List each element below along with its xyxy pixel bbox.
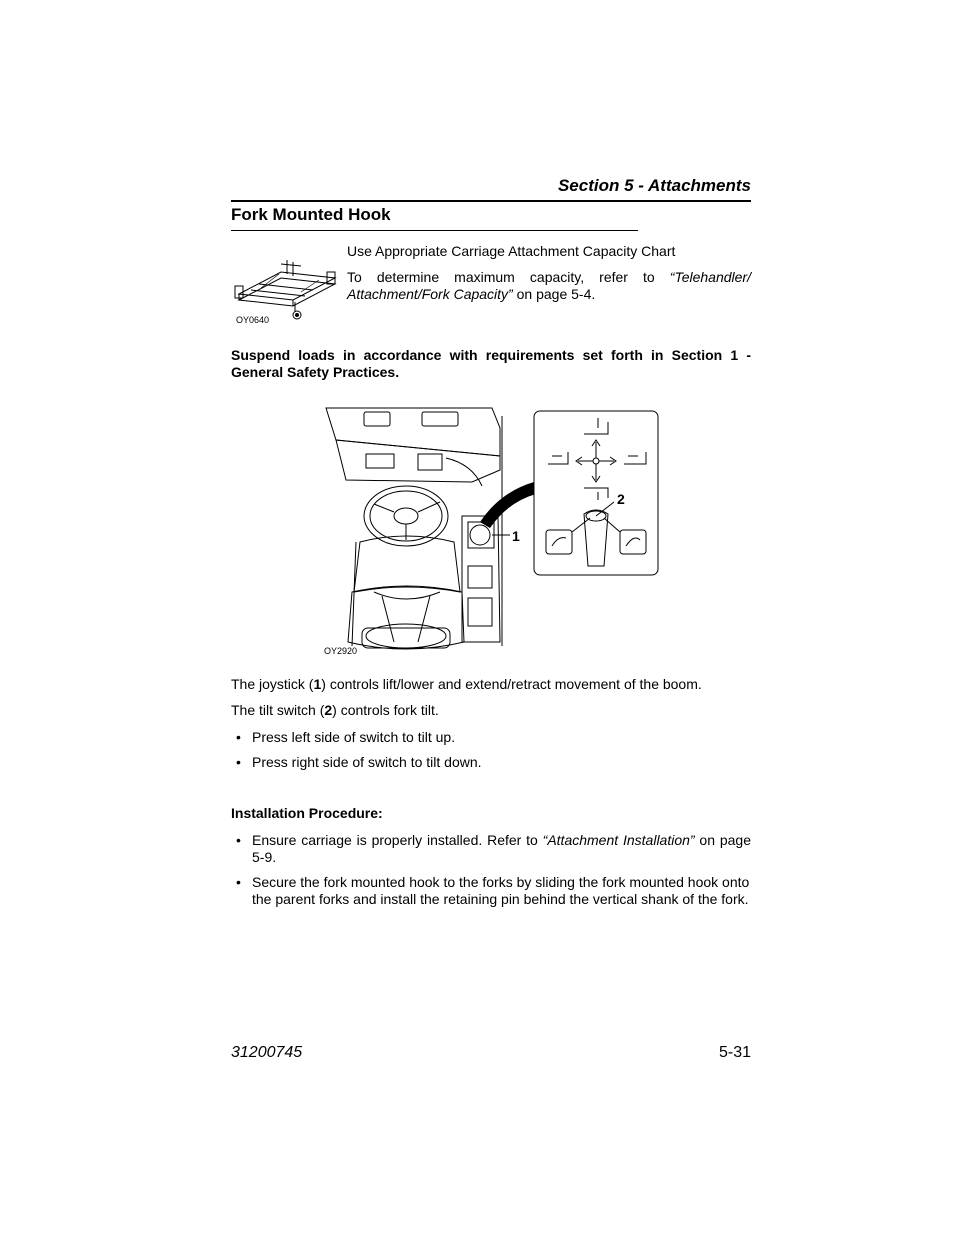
document-number: 31200745 — [231, 1044, 303, 1061]
joystick-text-pre: The joystick ( — [231, 676, 314, 692]
cab-controls-illustration — [322, 406, 662, 660]
capacity-reference — [347, 269, 751, 303]
callout-1: 1 — [512, 528, 520, 544]
bullet-text: Press left side of switch to tilt up. — [252, 729, 456, 745]
tilt-bullet-list — [231, 729, 751, 771]
safety-warning: Suspend loads in accordance with requirements set forth in Section 1 - General Safety Practices. — [231, 347, 751, 380]
installation-steps — [231, 832, 751, 908]
topic-title: Fork Mounted Hook — [231, 205, 391, 224]
tilt-text-post: ) controls fork tilt. — [332, 702, 439, 718]
installation-heading: Installation Procedure: — [231, 805, 383, 821]
page-number: 5-31 — [718, 1044, 751, 1061]
joystick-text-post: ) controls lift/lower and extend/retract movement of the boom. — [321, 676, 702, 692]
step1-text-pre: Ensure carriage is properly installed. Refer to — [252, 832, 543, 848]
bullet-text: Press right side of switch to tilt down. — [252, 754, 482, 770]
capacity-ref-link[interactable]: “Telehandler/ Attachment/Fork Capacity” — [347, 269, 751, 302]
figure-code-oy2920: OY2920 — [324, 646, 358, 656]
capacity-ref-prefix: To determine maximum capacity, refer to — [347, 269, 670, 285]
tilt-ref-number: 2 — [324, 702, 333, 718]
list-item: • Secure the fork mounted hook to the forks by sliding the fork mounted hook onto the parent forks and install the retaining pin behind the vertical shank of the fork. — [236, 874, 750, 907]
joystick-ref-number: 1 — [313, 676, 322, 692]
tilt-text-pre: The tilt switch ( — [231, 702, 325, 718]
step1-ref-link[interactable]: “Attachment Installation” — [542, 832, 695, 848]
callout-2: 2 — [617, 491, 625, 507]
section-title: Section 5 - Attachments — [557, 176, 751, 195]
capacity-chart-heading: Use Appropriate Carriage Attachment Capacity Chart — [347, 243, 676, 259]
capacity-ref-suffix: on page 5-4. — [512, 286, 596, 302]
tilt-switch-description — [231, 702, 439, 719]
fork-hook-illustration — [231, 252, 341, 322]
list-item: • Ensure carriage is properly installed. Refer to “Attachment Installation” on page 5-9. — [236, 832, 751, 865]
step2-text: Secure the fork mounted hook to the forks by sliding the fork mounted hook onto the parent forks and install the retaining pin behind the vertical shank of the fork. — [252, 874, 750, 907]
topic-rule — [231, 230, 638, 231]
section-rule — [231, 200, 751, 202]
joystick-description — [231, 676, 702, 693]
figure-code-oy0640: OY0640 — [236, 315, 270, 325]
step1-text-post: on page 5-9. — [252, 832, 751, 865]
list-item: • Press left side of switch to tilt up. — [236, 729, 456, 745]
list-item: • Press right side of switch to tilt down. — [236, 754, 482, 770]
